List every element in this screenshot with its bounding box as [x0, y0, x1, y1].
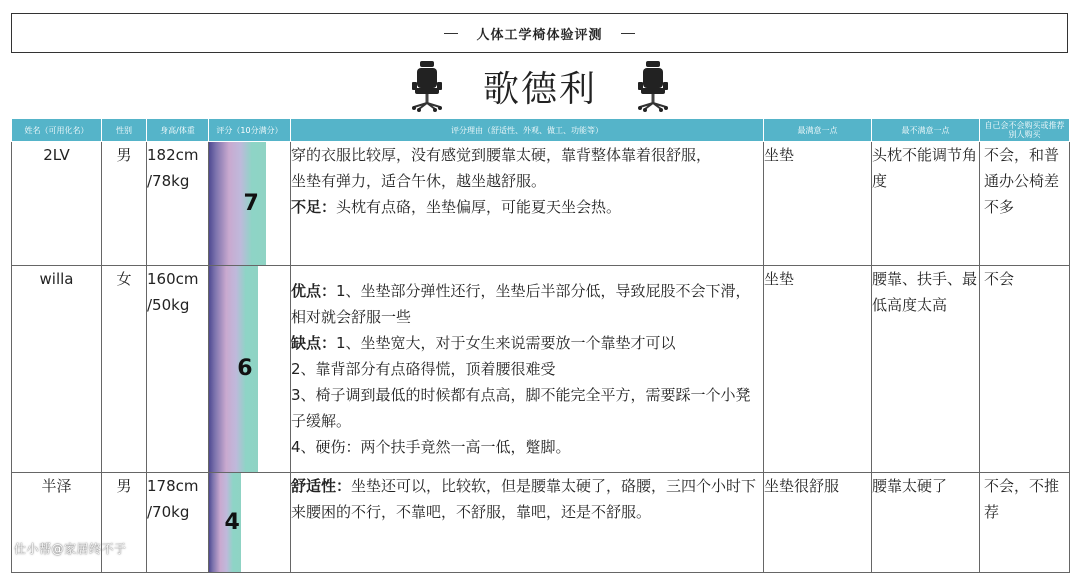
cell-score [209, 266, 291, 473]
header-height-weight: 身高/体重 [147, 119, 209, 142]
reason-con [291, 330, 763, 356]
cell-recommend: 不会 [980, 266, 1070, 473]
header-name: 姓名（可用化名） [12, 119, 102, 142]
cell-gender: 女 [102, 266, 147, 473]
review-table [11, 118, 1070, 573]
con-label: 缺点： [291, 334, 337, 352]
cell-best: 坐垫很舒服 [764, 473, 872, 573]
cell-height-weight [147, 266, 209, 473]
con-text: 1、坐垫宽大，对于女生来说需要放一个靠垫才可以 [336, 334, 676, 352]
banner-dash-left [444, 33, 458, 34]
reason-line: 3、椅子调到最低的时候都有点高，脚不能完全平方，需要踩一个小凳子缓解。 [291, 386, 751, 430]
table-row [12, 142, 1070, 266]
cell-height-weight [147, 142, 209, 266]
brand-name: 歌德利 [482, 68, 597, 110]
title-banner [11, 13, 1068, 53]
cell-gender: 男 [102, 473, 147, 573]
header-gender: 性别 [102, 119, 147, 142]
weight-value: /70kg [147, 503, 190, 521]
cell-best: 坐垫 [764, 266, 872, 473]
header-recommend: 自己会不会购买或推荐别人购买 [980, 119, 1070, 142]
cell-score [209, 142, 291, 266]
reason-line: 2、靠背部分有点硌得慌，顶着腰很难受 [291, 360, 556, 378]
header-reason: 评分理由（舒适性、外观、做工、功能等） [291, 119, 764, 142]
comfort-label: 舒适性： [291, 477, 352, 495]
table-header-row [12, 119, 1070, 142]
banner-title: 人体工学椅体验评测 [476, 27, 603, 43]
cell-reason [291, 142, 764, 266]
height-value: 182cm [147, 146, 199, 164]
reason-line: 坐垫有弹力，适合午休，越坐越舒服。 [291, 172, 547, 190]
cell-recommend: 不会，不推荐 [980, 473, 1070, 573]
table-row [12, 266, 1070, 473]
table-row [12, 473, 1070, 573]
header-best: 最满意一点 [764, 119, 872, 142]
header-worst: 最不满意一点 [872, 119, 980, 142]
cell-best: 坐垫 [764, 142, 872, 266]
cell-reason [291, 266, 764, 473]
reason-con [291, 194, 763, 220]
reason-line: 穿的衣服比较厚，没有感觉到腰靠太硬，靠背整体靠着很舒服， [291, 146, 712, 164]
reason-line: 4、硬伤：两个扶手竟然一高一低，蹩脚。 [291, 438, 571, 456]
pro-label: 优点： [291, 282, 337, 300]
weight-value: /50kg [147, 296, 190, 314]
con-label: 不足： [291, 198, 337, 216]
office-chair-icon [409, 60, 445, 112]
reason-comfort [291, 473, 763, 525]
watermark: 仕小帮@家居终不于 [14, 542, 127, 556]
comfort-text: 坐垫还可以，比较软，但是腰靠太硬了，硌腰，三四个小时下来腰困的不行，不靠吧，不舒服，靠吧，还是不舒服。 [291, 477, 757, 521]
cell-recommend: 不会，和普通办公椅差不多 [980, 142, 1070, 266]
cell-name: 半泽 [12, 473, 102, 573]
cell-worst: 头枕不能调节角度 [872, 142, 980, 266]
reason-pro [291, 278, 763, 330]
header-score: 评分（10分满分） [209, 119, 291, 142]
cell-reason [291, 473, 764, 573]
cell-name: 2LV [12, 142, 102, 266]
cell-score [209, 473, 291, 573]
score-number: 7 [243, 190, 259, 216]
cell-name: willa [12, 266, 102, 473]
banner-dash-right [621, 33, 635, 34]
cell-worst: 腰靠太硬了 [872, 473, 980, 573]
weight-value: /78kg [147, 172, 190, 190]
cell-worst: 腰靠、扶手、最低高度太高 [872, 266, 980, 473]
height-value: 160cm [147, 270, 199, 288]
score-number: 4 [224, 509, 240, 535]
brand-row [0, 58, 1080, 114]
con-text: 头枕有点硌，坐垫偏厚，可能夏天坐会热。 [336, 198, 622, 216]
height-value: 178cm [147, 477, 199, 495]
cell-height-weight [147, 473, 209, 573]
score-number: 6 [237, 356, 253, 381]
cell-gender: 男 [102, 142, 147, 266]
pro-text: 1、坐垫部分弹性还行，坐垫后半部分低，导致屁股不会下滑，相对就会舒服一些 [291, 282, 751, 326]
office-chair-icon [635, 60, 671, 112]
